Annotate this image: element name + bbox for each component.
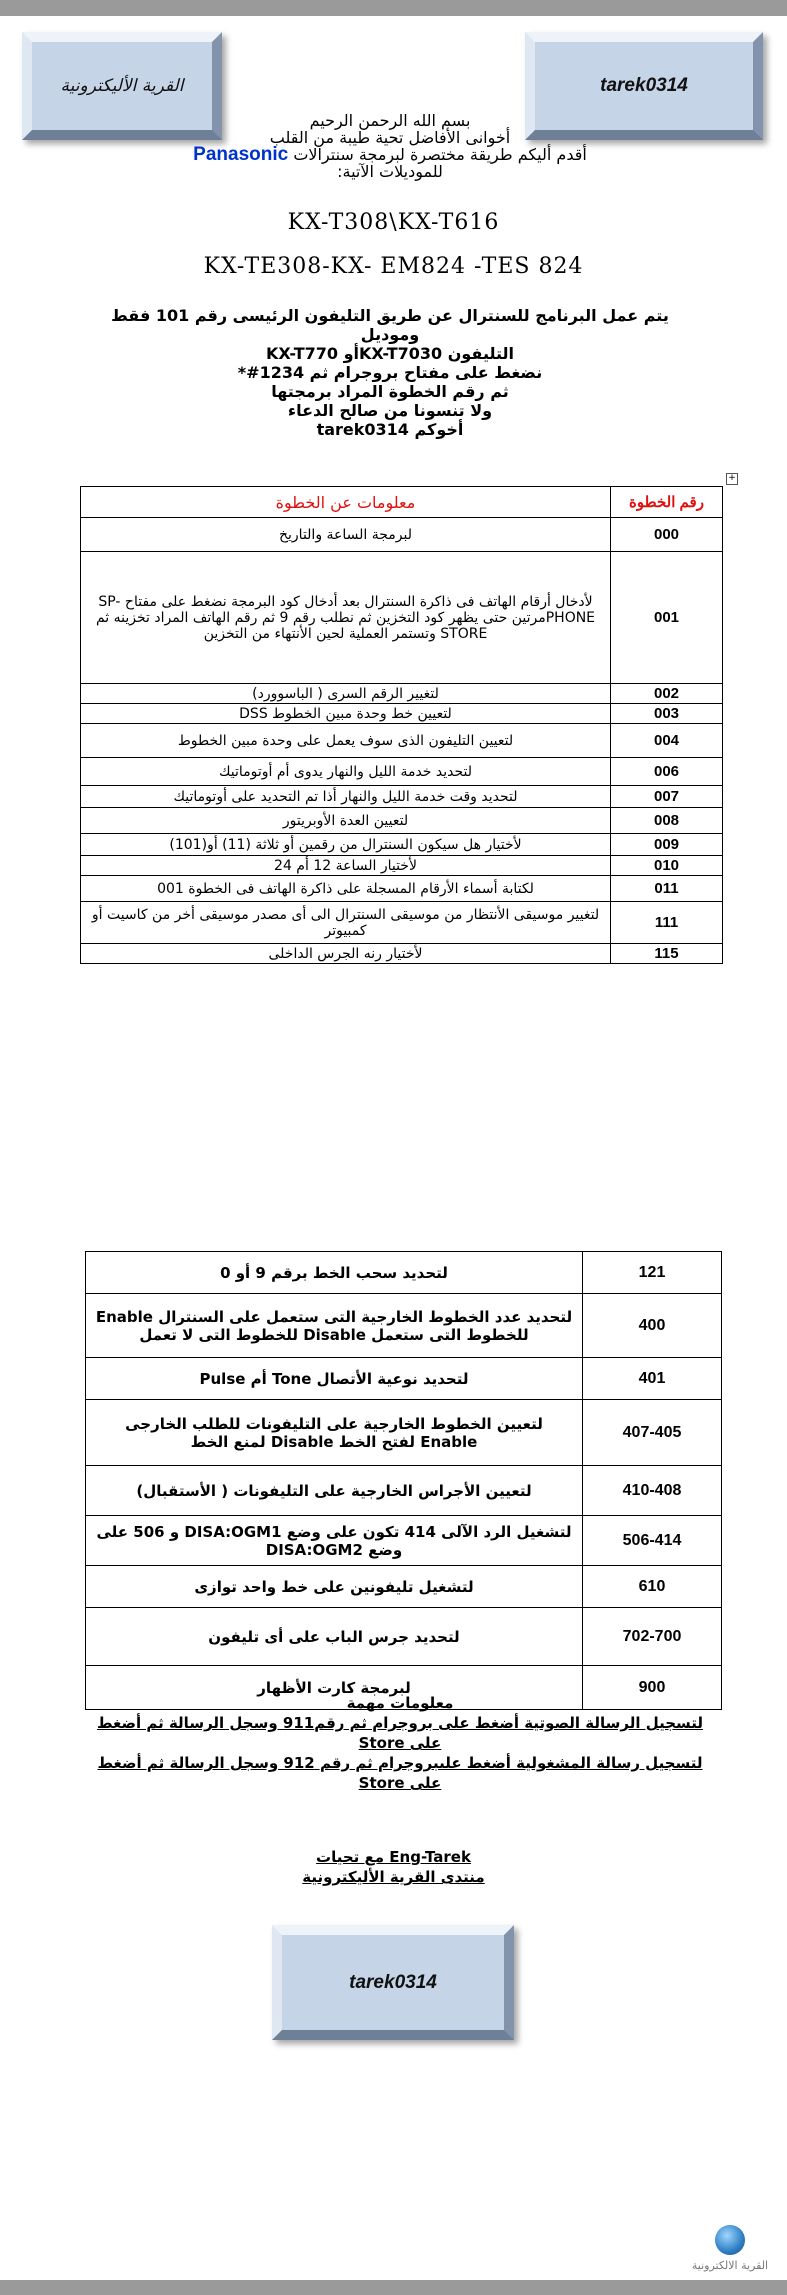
brand-name: Panasonic — [193, 144, 289, 165]
step-number: 401 — [583, 1358, 722, 1400]
instructions-line-1: يتم عمل البرنامج للسنترال عن طريق التليفون الرئيسى رقم 101 فقط وموديل — [111, 306, 669, 344]
table-row — [86, 1608, 722, 1666]
step-description: لتعيين الأجراس الخارجية على التليفونات ( الأستقبال) — [86, 1466, 583, 1516]
step-description: لبرمجة الساعة والتاريخ — [81, 518, 611, 552]
table-row — [86, 1252, 722, 1294]
table-row — [81, 834, 723, 856]
step-description: لأدخال أرقام الهاتف فى ذاكرة السنترال بعد أدخال كود البرمجة نضغط على مفتاح SP-PHONEمرتين حتى يظهر كود التخزين ثم نطلب رقم 9 ثم رقم الهاتف المراد تخزينه ثم STORE وتستمر العملية لحين الأنتهاء من التخزين — [81, 552, 611, 684]
intro-line-3-text: أقدم أليكم طريقة مختصرة لبرمجة سنترالات — [293, 145, 587, 164]
step-description: لتشغيل الرد الآلى 414 تكون على وضع DISA:OGM1 و 506 على وضع DISA:OGM2 — [86, 1516, 583, 1566]
step-number: 008 — [611, 808, 723, 834]
step-description: لأختيار رنه الجرس الداخلى — [81, 944, 611, 964]
step-description: لتحديد جرس الباب على أى تليفون — [86, 1608, 583, 1666]
bottom-bar — [0, 2280, 787, 2295]
table-row — [81, 876, 723, 902]
instructions-block — [110, 306, 670, 439]
step-number: 000 — [611, 518, 723, 552]
step-number: 121 — [583, 1252, 722, 1294]
intro-line-1: بسم الله الرحمن الرحيم — [309, 111, 471, 130]
table-row — [81, 518, 723, 552]
step-number: 003 — [611, 704, 723, 724]
signature-line-2: منتدى القرية الأليكترونية — [302, 1868, 485, 1886]
table-row — [81, 902, 723, 944]
table-row — [81, 808, 723, 834]
header-box-left-text: القرية الأليكترونية — [60, 76, 184, 96]
table-row — [81, 704, 723, 724]
signature-line-1: مع تحيات Eng-Tarek — [316, 1848, 471, 1866]
step-number: 011 — [611, 876, 723, 902]
instructions-line-5: ولا تنسونا من صالح الدعاء — [287, 401, 493, 420]
footer-box — [272, 1925, 514, 2040]
step-number: 407-405 — [583, 1400, 722, 1466]
step-number: 009 — [611, 834, 723, 856]
steps-table-2 — [85, 1251, 722, 1710]
table-row — [86, 1400, 722, 1466]
table-row — [81, 856, 723, 876]
step-description: لتعيين التليفون الذى سوف يعمل على وحدة مبين الخطوط — [81, 724, 611, 758]
step-number: 002 — [611, 684, 723, 704]
site-logo — [680, 2225, 780, 2280]
step-description: لأختيار هل سيكون السنترال من رقمين أو ثلاثة (11) أو(101) — [81, 834, 611, 856]
step-description: لتحديد عدد الخطوط الخارجية التى ستعمل على السنترال Enable للخطوط التى ستعمل Disable للخطوط التى لا تعمل — [86, 1294, 583, 1358]
table-row — [81, 786, 723, 808]
step-description: لتشغيل تليفونين على خط واحد توازى — [86, 1566, 583, 1608]
step-description: لبرمجة كارت الأظهار — [86, 1666, 583, 1710]
instructions-line-2: التليفون KX-T7030أو KX-T770 — [265, 344, 515, 363]
step-number: 506-414 — [583, 1516, 722, 1566]
intro-line-4: للموديلات الآتية: — [337, 162, 443, 181]
step-description: لتحديد وقت خدمة الليل والنهار أذا تم التحديد على أوتوماتيك — [81, 786, 611, 808]
table-row — [86, 1466, 722, 1516]
step-description: لأختيار الساعة 12 أم 24 — [81, 856, 611, 876]
header-step-number: رقم الخطوة — [611, 487, 723, 518]
notes-title: معلومات مهمة — [346, 1694, 454, 1712]
notes-line-2: لتسجيل رسالة المشغولية أضغط علىبروجرام ثم رقم 912 وسجل الرسالة ثم أضغط على Store — [97, 1754, 703, 1792]
step-description: لتحديد خدمة الليل والنهار يدوى أم أوتوماتيك — [81, 758, 611, 786]
table-row — [81, 944, 723, 964]
step-number: 610 — [583, 1566, 722, 1608]
step-number: 004 — [611, 724, 723, 758]
footer-box-text: tarek0314 — [349, 1971, 437, 1993]
step-description: لتعيين خط وحدة مبين الخطوط DSS — [81, 704, 611, 724]
table-header-row — [81, 487, 723, 518]
intro-line-3 — [110, 146, 670, 163]
step-description: لتحديد نوعية الأتصال Tone أم Pulse — [86, 1358, 583, 1400]
table-row — [86, 1566, 722, 1608]
table-move-handle: + — [726, 473, 738, 485]
header-box-right-text: tarek0314 — [600, 75, 688, 96]
table-row — [86, 1358, 722, 1400]
table-row — [81, 758, 723, 786]
step-number: 001 — [611, 552, 723, 684]
step-number: 006 — [611, 758, 723, 786]
table-row — [86, 1516, 722, 1566]
intro-line-2: أخوانى الأفاضل تحية طيبة من القلب — [269, 128, 511, 147]
step-description: لتغيير موسيقى الأنتظار من موسيقى السنترال الى أى مصدر موسيقى أخر من كاسيت أو كمبيوتر — [81, 902, 611, 944]
top-bar — [0, 0, 787, 16]
instructions-line-3: نضغط على مفتاح بروجرام ثم 1234#* — [237, 363, 543, 382]
step-description: لتعيين الخطوط الخارجية على التليفونات للطلب الخارجى Enable لفتح الخط Disable لمنع الخط — [86, 1400, 583, 1466]
step-number: 111 — [611, 902, 723, 944]
logo-text: القرية الالكترونية — [691, 2259, 769, 2272]
instructions-line-6: أخوكم tarek0314 — [316, 420, 464, 439]
table-row — [81, 552, 723, 684]
header-step-info: معلومات عن الخطوة — [81, 487, 611, 518]
intro-block — [110, 112, 670, 180]
table-row — [81, 684, 723, 704]
step-description: لتحديد سحب الخط برقم 9 أو 0 — [86, 1252, 583, 1294]
steps-table-1 — [80, 486, 723, 964]
step-number: 410-408 — [583, 1466, 722, 1516]
step-number: 702-700 — [583, 1608, 722, 1666]
instructions-line-4: ثم رقم الخطوة المراد برمجتها — [271, 382, 509, 401]
globe-icon — [715, 2225, 745, 2255]
step-number: 115 — [611, 944, 723, 964]
step-description: لتعيين العدة الأوبريتور — [81, 808, 611, 834]
step-number: 900 — [583, 1666, 722, 1710]
notes-line-1: لتسجيل الرسالة الصوتية أضغط على بروجرام ثم رقم911 وسجل الرسالة ثم أضغط على Store — [96, 1714, 704, 1752]
table-row — [81, 724, 723, 758]
step-description: لتغيير الرقم السرى ( الباسوورد) — [81, 684, 611, 704]
important-notes — [80, 1693, 720, 1793]
step-number: 007 — [611, 786, 723, 808]
table-row — [86, 1294, 722, 1358]
models-line-2: KX-TE308-KX- EM824 -TES 824 — [203, 254, 584, 279]
step-number: 010 — [611, 856, 723, 876]
models-line-1: KX-T308\KX-T616 — [287, 210, 500, 235]
step-description: لكتابة أسماء الأرقام المسجلة على ذاكرة الهاتف فى الخطوة 001 — [81, 876, 611, 902]
step-number: 400 — [583, 1294, 722, 1358]
